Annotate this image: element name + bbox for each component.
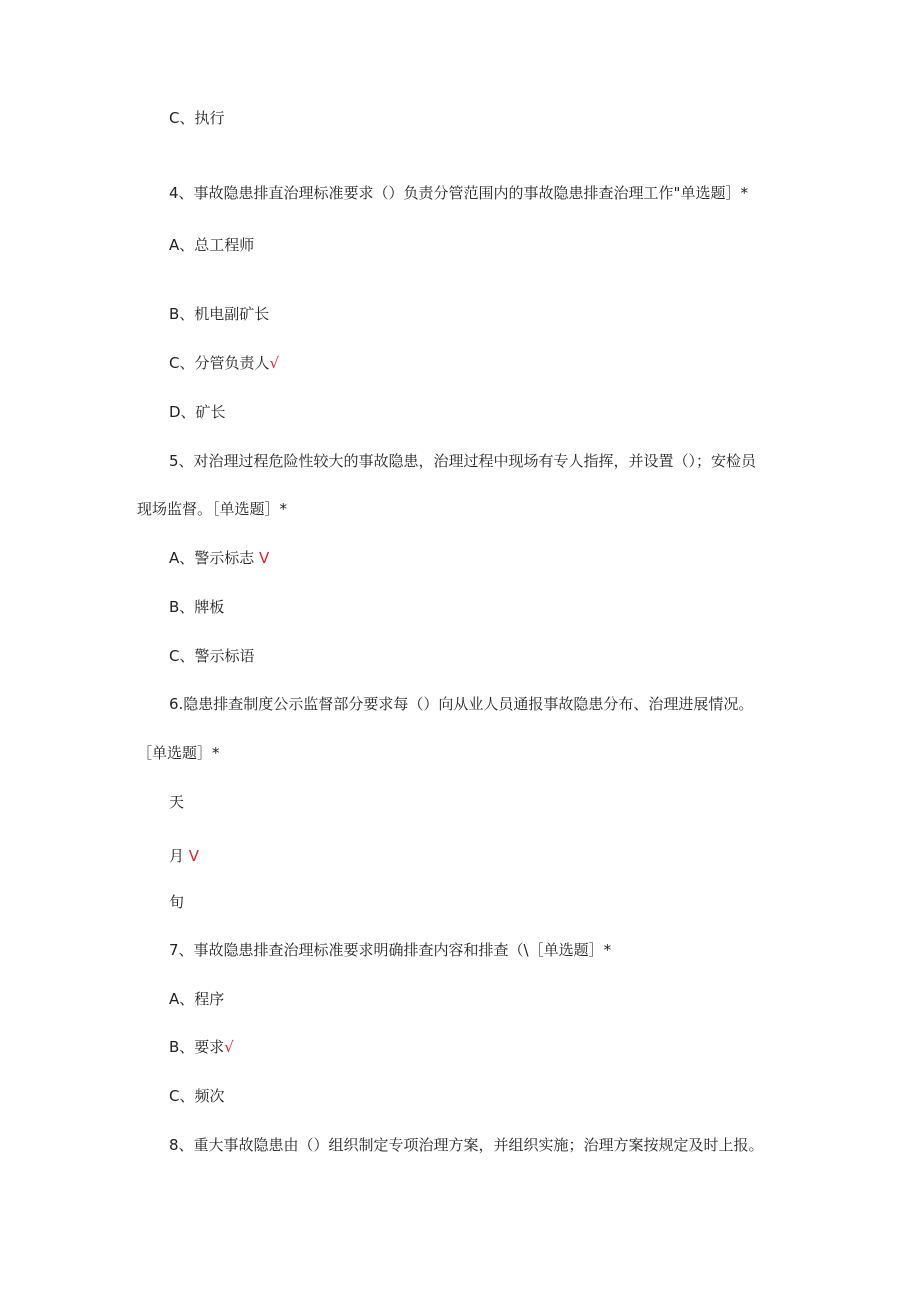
q6-option-b: 月 V [169, 847, 200, 865]
q3-option-c: C、执行 [169, 109, 225, 127]
q5-option-c: C、警示标语 [169, 647, 255, 665]
q7-option-c: C、频次 [169, 1087, 225, 1105]
q5-option-b: B、牌板 [169, 598, 225, 616]
answer-check-mark: √ [224, 1038, 234, 1056]
q4-option-a: A、总工程师 [169, 236, 255, 254]
q4-option-c: C、分管负责人√ [169, 354, 280, 372]
q6-question-line2: ［单选题］* [137, 744, 220, 762]
q5-question-line1: 5、对治理过程危险性较大的事故隐患，治理过程中现场有专人指挥，并设置（）；安检员 [169, 452, 757, 470]
q5-question-line2: 现场监督。［单选题］* [137, 500, 288, 518]
q6-option-a: 天 [169, 793, 185, 811]
q4-option-b: B、机电副矿长 [169, 305, 270, 323]
answer-check-mark: √ [269, 354, 280, 372]
q4-option-d: D、矿长 [169, 403, 226, 421]
q4-question: 4、事故隐患排直治理标准要求（）负责分管范围内的事故隐患排查治理工作"单选题］* [169, 184, 748, 202]
q5-option-a: A、警示标志 V [169, 549, 270, 567]
q8-question: 8、重大事故隐患由（）组织制定专项治理方案，并组织实施；治理方案按规定及时上报。 [169, 1136, 764, 1154]
q7-option-b: B、要求√ [169, 1038, 234, 1056]
q6-question-line1: 6.隐患排查制度公示监督部分要求每（）向从业人员通报事故隐患分布、治理进展情况。 [169, 695, 754, 713]
q7-question: 7、事故隐患排查治理标准要求明确排查内容和排查（\［单选题］* [169, 941, 612, 959]
q7-option-a: A、程序 [169, 990, 225, 1008]
q6-option-c: 旬 [169, 893, 185, 911]
answer-v-mark: V [259, 549, 270, 567]
answer-v-mark: V [188, 847, 200, 865]
